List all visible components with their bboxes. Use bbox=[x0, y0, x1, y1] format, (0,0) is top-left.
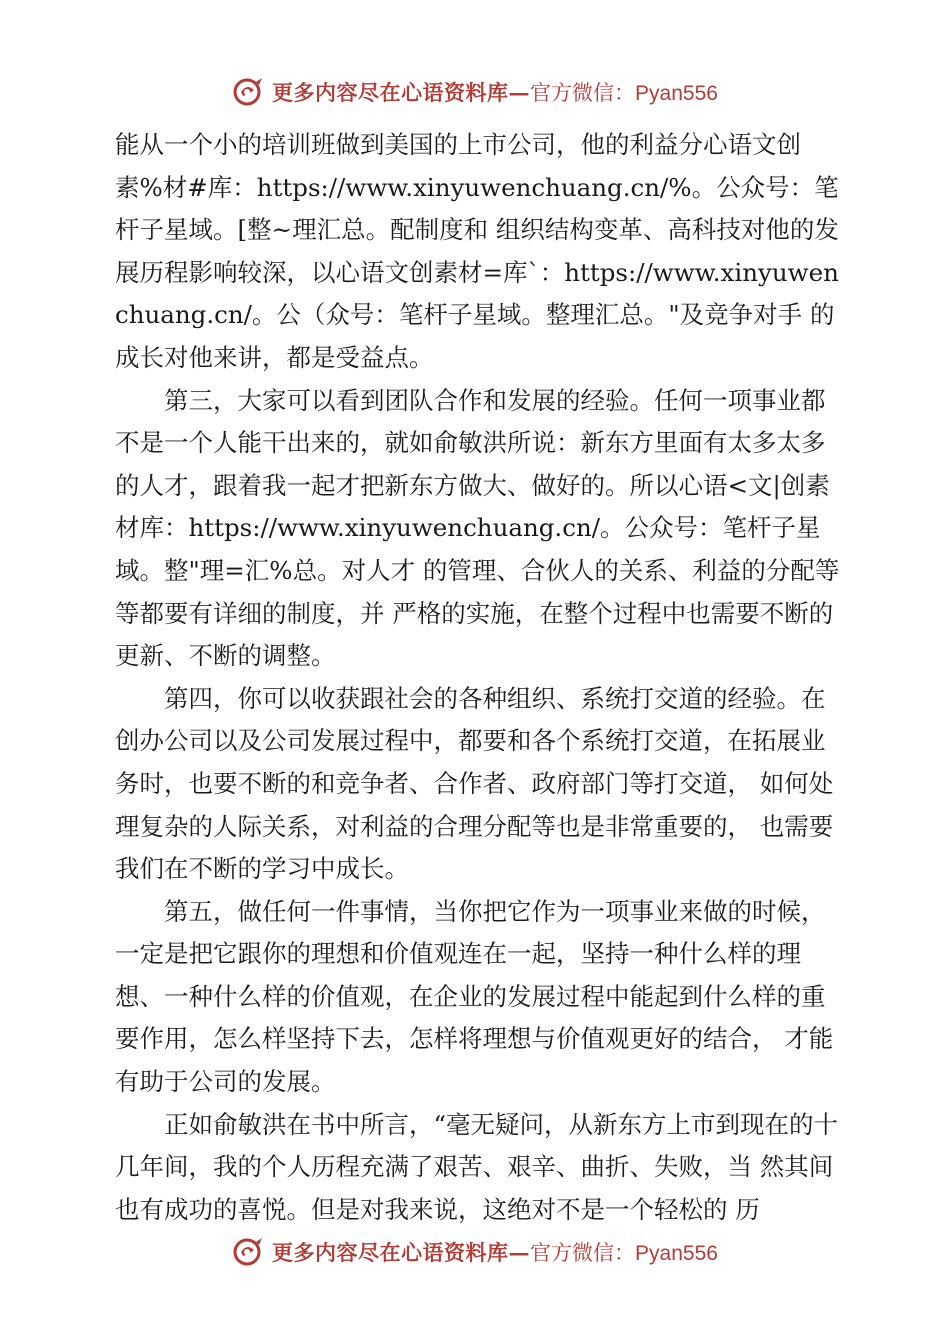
banner-main-text: 更多内容尽在心语资料库— bbox=[272, 80, 531, 105]
paragraph-1: 能从一个小的培训班做到美国的上市公司，他的利益分心语文创素%材#库：https://www.xinyuwenchuang.cn/%。公众号：笔杆子星域。[整~理汇总。配制度和 组织结构变革、高科技对他的发展历程影响较深，以心语文创素材=库`：https://www.xinyuwenchuang.cn/。公（众号：笔杆子星域。整理汇总。"及竞争对手 的成长对他来讲，都是受益点。 bbox=[115, 130, 839, 372]
banner-wechat-text: 官方微信：Pyan556 bbox=[530, 82, 718, 105]
paragraph-3: 第四，你可以收获跟社会的各种组织、系统打交道的经验。在创办公司以及公司发展过程中，都要和各个系统打交道，在拓展业务时，也要不断的和竞争者、合作者、政府部门等打交道， 如何处理复杂的人际关系，对利益的合理分配等也是非常重要的， 也需要我们在不断的学习中成长。 bbox=[115, 683, 834, 884]
brand-logo-icon bbox=[232, 1235, 266, 1269]
header-watermark-banner bbox=[0, 70, 950, 114]
banner-main-text: 更多内容尽在心语资料库— bbox=[272, 1240, 531, 1265]
brand-logo-icon bbox=[232, 75, 266, 109]
paragraph-4: 第五，做任何一件事情，当你把它作为一项事业来做的时候，一定是把它跟你的理想和价值观连在一起，坚持一种什么样的理想、一种什么样的价值观，在企业的发展过程中能起到什么样的重要作用，怎么样坚持下去，怎样将理想与价值观更好的结合， 才能有助于公司的发展。 bbox=[115, 896, 834, 1097]
paragraph-5: 正如俞敏洪在书中所言，“毫无疑问，从新东方上市到现在的十几年间，我的个人历程充满了艰苦、艰辛、曲折、失败，当 然其间也有成功的喜悦。但是对我来说，这绝对不是一个轻松的 历 bbox=[115, 1109, 839, 1224]
paragraph-2: 第三，大家可以看到团队合作和发展的经验。任何一项事业都不是一个人能干出来的，就如俞敏洪所说：新东方里面有太多太多的人才，跟着我一起才把新东方做大、做好的。所以心语<文|创素材库：https://www.xinyuwenchuang.cn/。公众号：笔杆子星域。整"理=汇%总。对人才 的管理、合伙人的关系、利益的分配等等都要有详细的制度，并 严格的实施，在整个过程中也需要不断的更新、不断的调整。 bbox=[115, 385, 840, 671]
document-body bbox=[115, 124, 845, 1231]
banner-wechat-text: 官方微信：Pyan556 bbox=[530, 1242, 718, 1265]
footer-watermark-banner bbox=[0, 1230, 950, 1274]
